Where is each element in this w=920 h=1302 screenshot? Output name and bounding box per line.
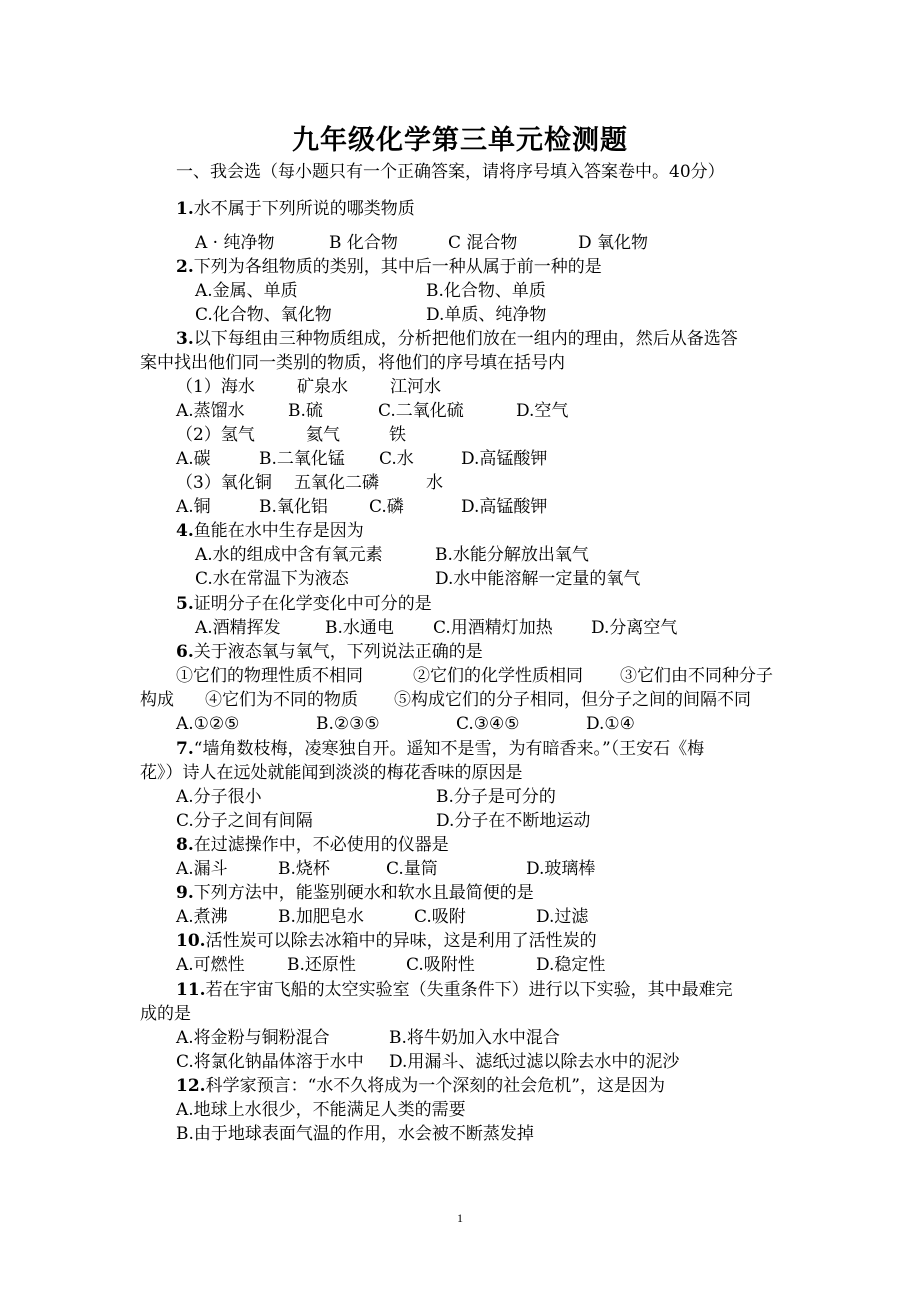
question-stem: 若在宇宙飞船的太空实验室（失重条件下）进行以下实验，其中最难完 [205, 980, 733, 1000]
option: C.量筒 [386, 859, 438, 879]
option: C.分子之间有间隔 [176, 811, 313, 831]
question-stem: 证明分子在化学变化中可分的是 [193, 594, 432, 614]
group-item: 水 [426, 473, 443, 493]
group-item: （2）氢气 [176, 425, 255, 445]
option: C.用酒精灯加热 [433, 618, 553, 638]
option: D 氧化物 [578, 233, 649, 253]
question-stem: “墙角数枝梅，凌寒独自开。遥知不是雪，为有暗香来。”（王安石《梅 [193, 739, 705, 759]
group-item: 五氧化二磷 [294, 473, 379, 493]
option: C.水在常温下为液态 [195, 569, 349, 589]
option: A.铜 [176, 497, 211, 517]
question-10 [176, 930, 597, 952]
option: A.金属、单质 [195, 281, 298, 301]
option: C.水 [379, 449, 414, 469]
option: A.可燃性 [176, 955, 245, 975]
page-number: 1 [457, 1211, 463, 1225]
question-stem: 下列方法中，能鉴别硬水和软水且最简便的是 [193, 883, 534, 903]
group-item: 矿泉水 [297, 377, 348, 397]
group-item: 铁 [389, 425, 406, 445]
option: A.蒸馏水 [176, 401, 245, 421]
option: B.将牛奶加入水中混合 [389, 1028, 560, 1048]
group-item: 江河水 [390, 377, 441, 397]
group-item: （1）海水 [176, 377, 255, 397]
option: D.水中能溶解一定量的氧气 [435, 569, 641, 589]
option: C.吸附性 [406, 955, 475, 975]
option: A.酒精挥发 [195, 618, 281, 638]
option: B.还原性 [287, 955, 356, 975]
question-number: 4. [176, 521, 194, 541]
section-heading: 一、我会选（每小题只有一个正确答案，请将序号填入答案卷中。40分） [176, 162, 725, 182]
question-number: 7. [176, 739, 194, 759]
option: D.空气 [516, 401, 569, 421]
option: B.②③⑤ [316, 714, 380, 734]
statement: ③它们由不同种分子 [620, 666, 773, 686]
question-stem: 科学家预言：“水不久将成为一个深刻的社会危机”，这是因为 [205, 1076, 665, 1096]
question-number: 1. [176, 199, 194, 219]
statement: ②它们的化学性质相同 [413, 666, 583, 686]
group-item: 氦气 [306, 425, 340, 445]
question-stem-continued: 案中找出他们同一类别的物质，将他们的序号填在括号内 [140, 353, 565, 373]
question-2 [176, 256, 602, 278]
option: B.加肥皂水 [278, 907, 364, 927]
option: C.将氯化钠晶体溶于水中 [176, 1052, 364, 1072]
question-stem-continued: 成的是 [140, 1004, 191, 1024]
option: B.氧化铝 [259, 497, 328, 517]
question-9 [176, 882, 534, 904]
question-4 [176, 520, 364, 542]
option: B.分子是可分的 [436, 787, 556, 807]
option: B.二氧化锰 [259, 449, 345, 469]
question-8 [176, 834, 449, 856]
question-number: 12. [176, 1076, 206, 1096]
question-number: 2. [176, 257, 194, 277]
option: D.过滤 [536, 907, 589, 927]
statement: ⑤构成它们的分子相同，但分子之间的间隔不同 [394, 690, 751, 710]
question-stem: 以下每组由三种物质组成，分析把他们放在一组内的理由，然后从备选答 [193, 329, 738, 349]
question-number: 6. [176, 642, 194, 662]
question-11 [176, 979, 733, 1001]
question-12 [176, 1075, 665, 1097]
statement: ①它们的物理性质不相同 [176, 666, 363, 686]
option: A.地球上水很少，不能满足人类的需要 [176, 1100, 466, 1120]
option: A.水的组成中含有氧元素 [195, 545, 383, 565]
option: B.烧杯 [278, 859, 330, 879]
option: D.①④ [586, 714, 635, 734]
option: D.高锰酸钾 [461, 449, 548, 469]
option: B.水通电 [325, 618, 394, 638]
question-stem: 在过滤操作中，不必使用的仪器是 [193, 835, 449, 855]
option: D.分离空气 [591, 618, 678, 638]
option: B 化合物 [329, 233, 398, 253]
question-number: 3. [176, 329, 194, 349]
question-number: 5. [176, 594, 194, 614]
question-number: 11. [176, 980, 206, 1000]
option: C.吸附 [414, 907, 466, 927]
question-7 [176, 738, 704, 760]
group-item: （3）氧化铜 [176, 473, 272, 493]
option: D.用漏斗、滤纸过滤以除去水中的泥沙 [389, 1052, 680, 1072]
option: C 混合物 [448, 233, 518, 253]
question-1 [176, 198, 415, 220]
option: B.硫 [288, 401, 323, 421]
question-number: 10. [176, 931, 206, 951]
question-number: 9. [176, 883, 194, 903]
statement: ④它们为不同的物质 [205, 690, 358, 710]
page-title: 九年级化学第三单元检测题 [292, 125, 628, 156]
question-stem: 下列为各组物质的类别，其中后一种从属于前一种的是 [193, 257, 602, 277]
option: C.③④⑤ [456, 714, 520, 734]
option: D.分子在不断地运动 [436, 811, 591, 831]
question-stem-continued: 花》）诗人在远处就能闻到淡淡的梅花香味的原因是 [140, 763, 523, 783]
option: D.高锰酸钾 [461, 497, 548, 517]
option: A.分子很小 [176, 787, 262, 807]
question-3 [176, 328, 738, 350]
option: C.磷 [369, 497, 404, 517]
option: A · 纯净物 [195, 233, 275, 253]
option: A.漏斗 [176, 859, 228, 879]
option: D.单质、纯净物 [426, 305, 547, 325]
statement: 构成 [140, 690, 174, 710]
question-number: 8. [176, 835, 194, 855]
option: B.化合物、单质 [426, 281, 546, 301]
question-stem: 关于液态氧与氧气，下列说法正确的是 [193, 642, 483, 662]
question-5 [176, 593, 432, 615]
option: B.由于地球表面气温的作用，水会被不断蒸发掉 [176, 1124, 534, 1144]
option: A.煮沸 [176, 907, 228, 927]
option: D.玻璃棒 [526, 859, 596, 879]
option: B.水能分解放出氧气 [435, 545, 589, 565]
option: D.稳定性 [536, 955, 606, 975]
question-stem: 活性炭可以除去冰箱中的异味，这是利用了活性炭的 [205, 931, 597, 951]
question-stem: 水不属于下列所说的哪类物质 [193, 199, 415, 219]
option: A.将金粉与铜粉混合 [176, 1028, 330, 1048]
question-stem: 鱼能在水中生存是因为 [193, 521, 364, 541]
option: A.①②⑤ [176, 714, 240, 734]
option: A.碳 [176, 449, 211, 469]
question-6 [176, 641, 483, 663]
option: C.化合物、氧化物 [195, 305, 332, 325]
option: C.二氧化硫 [378, 401, 464, 421]
